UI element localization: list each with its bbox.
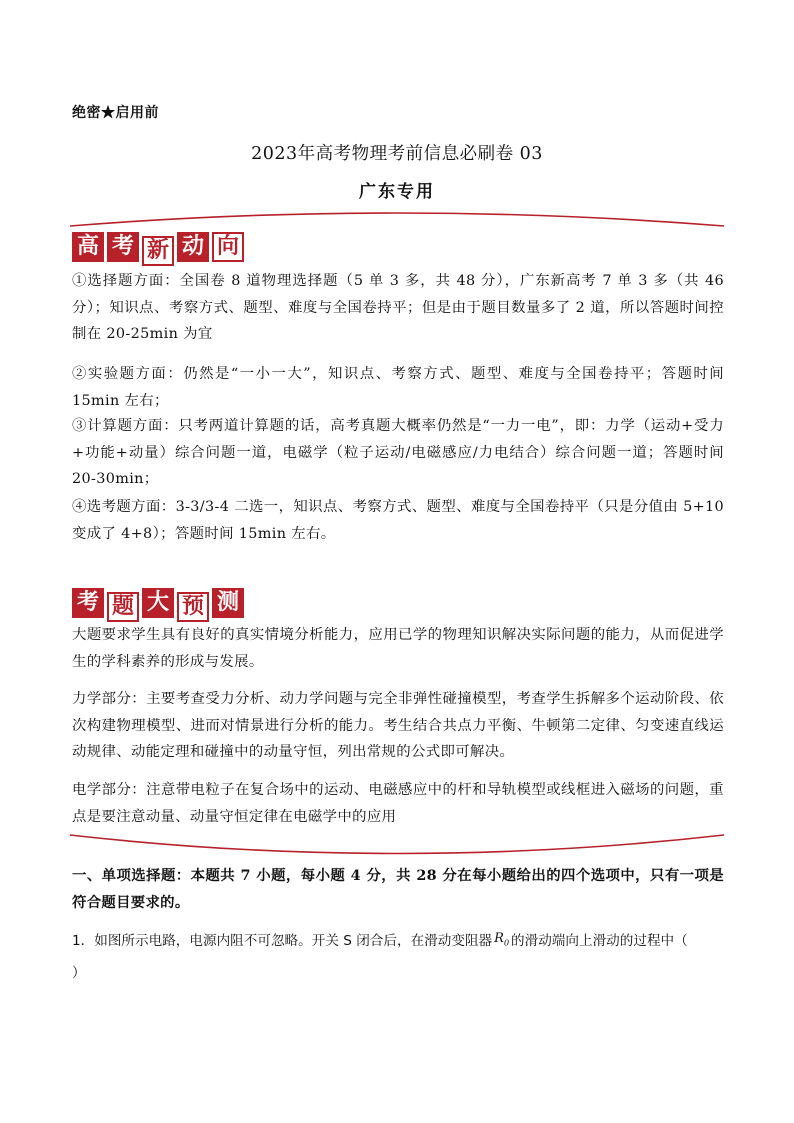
question-1-close-paren: ）	[72, 964, 86, 981]
question-1-text-before: 1．如图所示电路，电源内阻不可忽略。开关 S 闭合后，在滑动变阻器	[72, 933, 493, 949]
section1-paragraph: ④选考题方面：3-3/3-4 二选一，知识点、考察方式、题型、难度与全国卷持平（只是分值由 5+10 变成了 4+8）；答题时间 15min 左右。	[72, 499, 724, 542]
section-tag-gaokao-trends	[72, 232, 244, 262]
tag-char: 预	[177, 592, 209, 622]
section1-paragraph: ②实验题方面：仍然是“一小一大”，知识点、考察方式、题型、难度与全国卷持平；答题时间 15min 左右；	[72, 366, 724, 409]
tag-char: 考	[72, 588, 104, 618]
section1-paragraph: ①选择题方面：全国卷 8 道物理选择题（5 单 3 多，共 48 分），广东新高考 7 单 3 多（共 46 分）；知识点、考察方式、题型、难度与全国卷持平；但是由于题目数量多了 2 道，所以答题时间控制在 20-25min 为宜	[72, 273, 724, 342]
tag-char: 大	[142, 588, 174, 618]
question-section-heading: 一、单项选择题：本题共 7 小题，每小题 4 分，共 28 分在每小题给出的四个选项中，只有一项是符合题目要求的。	[72, 867, 724, 911]
page-subtitle: 广东专用	[359, 182, 435, 202]
page-title: 2023年高考物理考前信息必刷卷 03	[251, 144, 543, 164]
tag-char: 新	[142, 236, 174, 266]
section1-paragraph: ③计算题方面：只考两道计算题的话，高考真题大概率仍然是“一力一电”，即：力学（运动+受力+功能+动量）综合问题一道，电磁学（粒子运动/电磁感应/力电结合）综合问题一道；答题时间 20-30min；	[72, 418, 724, 487]
tag-char: 高	[72, 232, 104, 262]
tag-char: 动	[177, 232, 209, 262]
section2-paragraph: 电学部分：注意带电粒子在复合场中的运动、电磁感应中的杆和导轨模型或线框进入磁场的问题，重点是要注意动量、动量守恒定律在电磁学中的应用	[72, 782, 724, 825]
tag-char: 题	[107, 592, 139, 622]
bottom-arc	[70, 835, 724, 854]
secret-mark: 绝密★启用前	[72, 105, 159, 121]
tag-char: 测	[212, 588, 244, 618]
question-1-text-after: 的滑动端向上滑动的过程中（	[511, 933, 688, 949]
tag-char: 向	[212, 232, 244, 262]
section-tag-exam-prediction	[72, 588, 244, 618]
question-1	[72, 928, 732, 986]
top-arc	[70, 213, 724, 226]
resistor-symbol: $R_0$	[494, 931, 510, 948]
tag-char: 考	[107, 232, 139, 262]
section2-paragraph: 大题要求学生具有良好的真实情境分析能力，应用已学的物理知识解决实际问题的能力，从而促进学生的学科素养的形成与发展。	[72, 627, 724, 670]
section2-paragraph: 力学部分：主要考查受力分析、动力学问题与完全非弹性碰撞模型，考查学生拆解多个运动阶段、依次构建物理模型、进而对情景进行分析的能力。考生结合共点力平衡、牛顿第二定律、匀变速直线运动规律、动能定理和碰撞中的动量守恒，列出常规的公式即可解决。	[72, 691, 724, 760]
